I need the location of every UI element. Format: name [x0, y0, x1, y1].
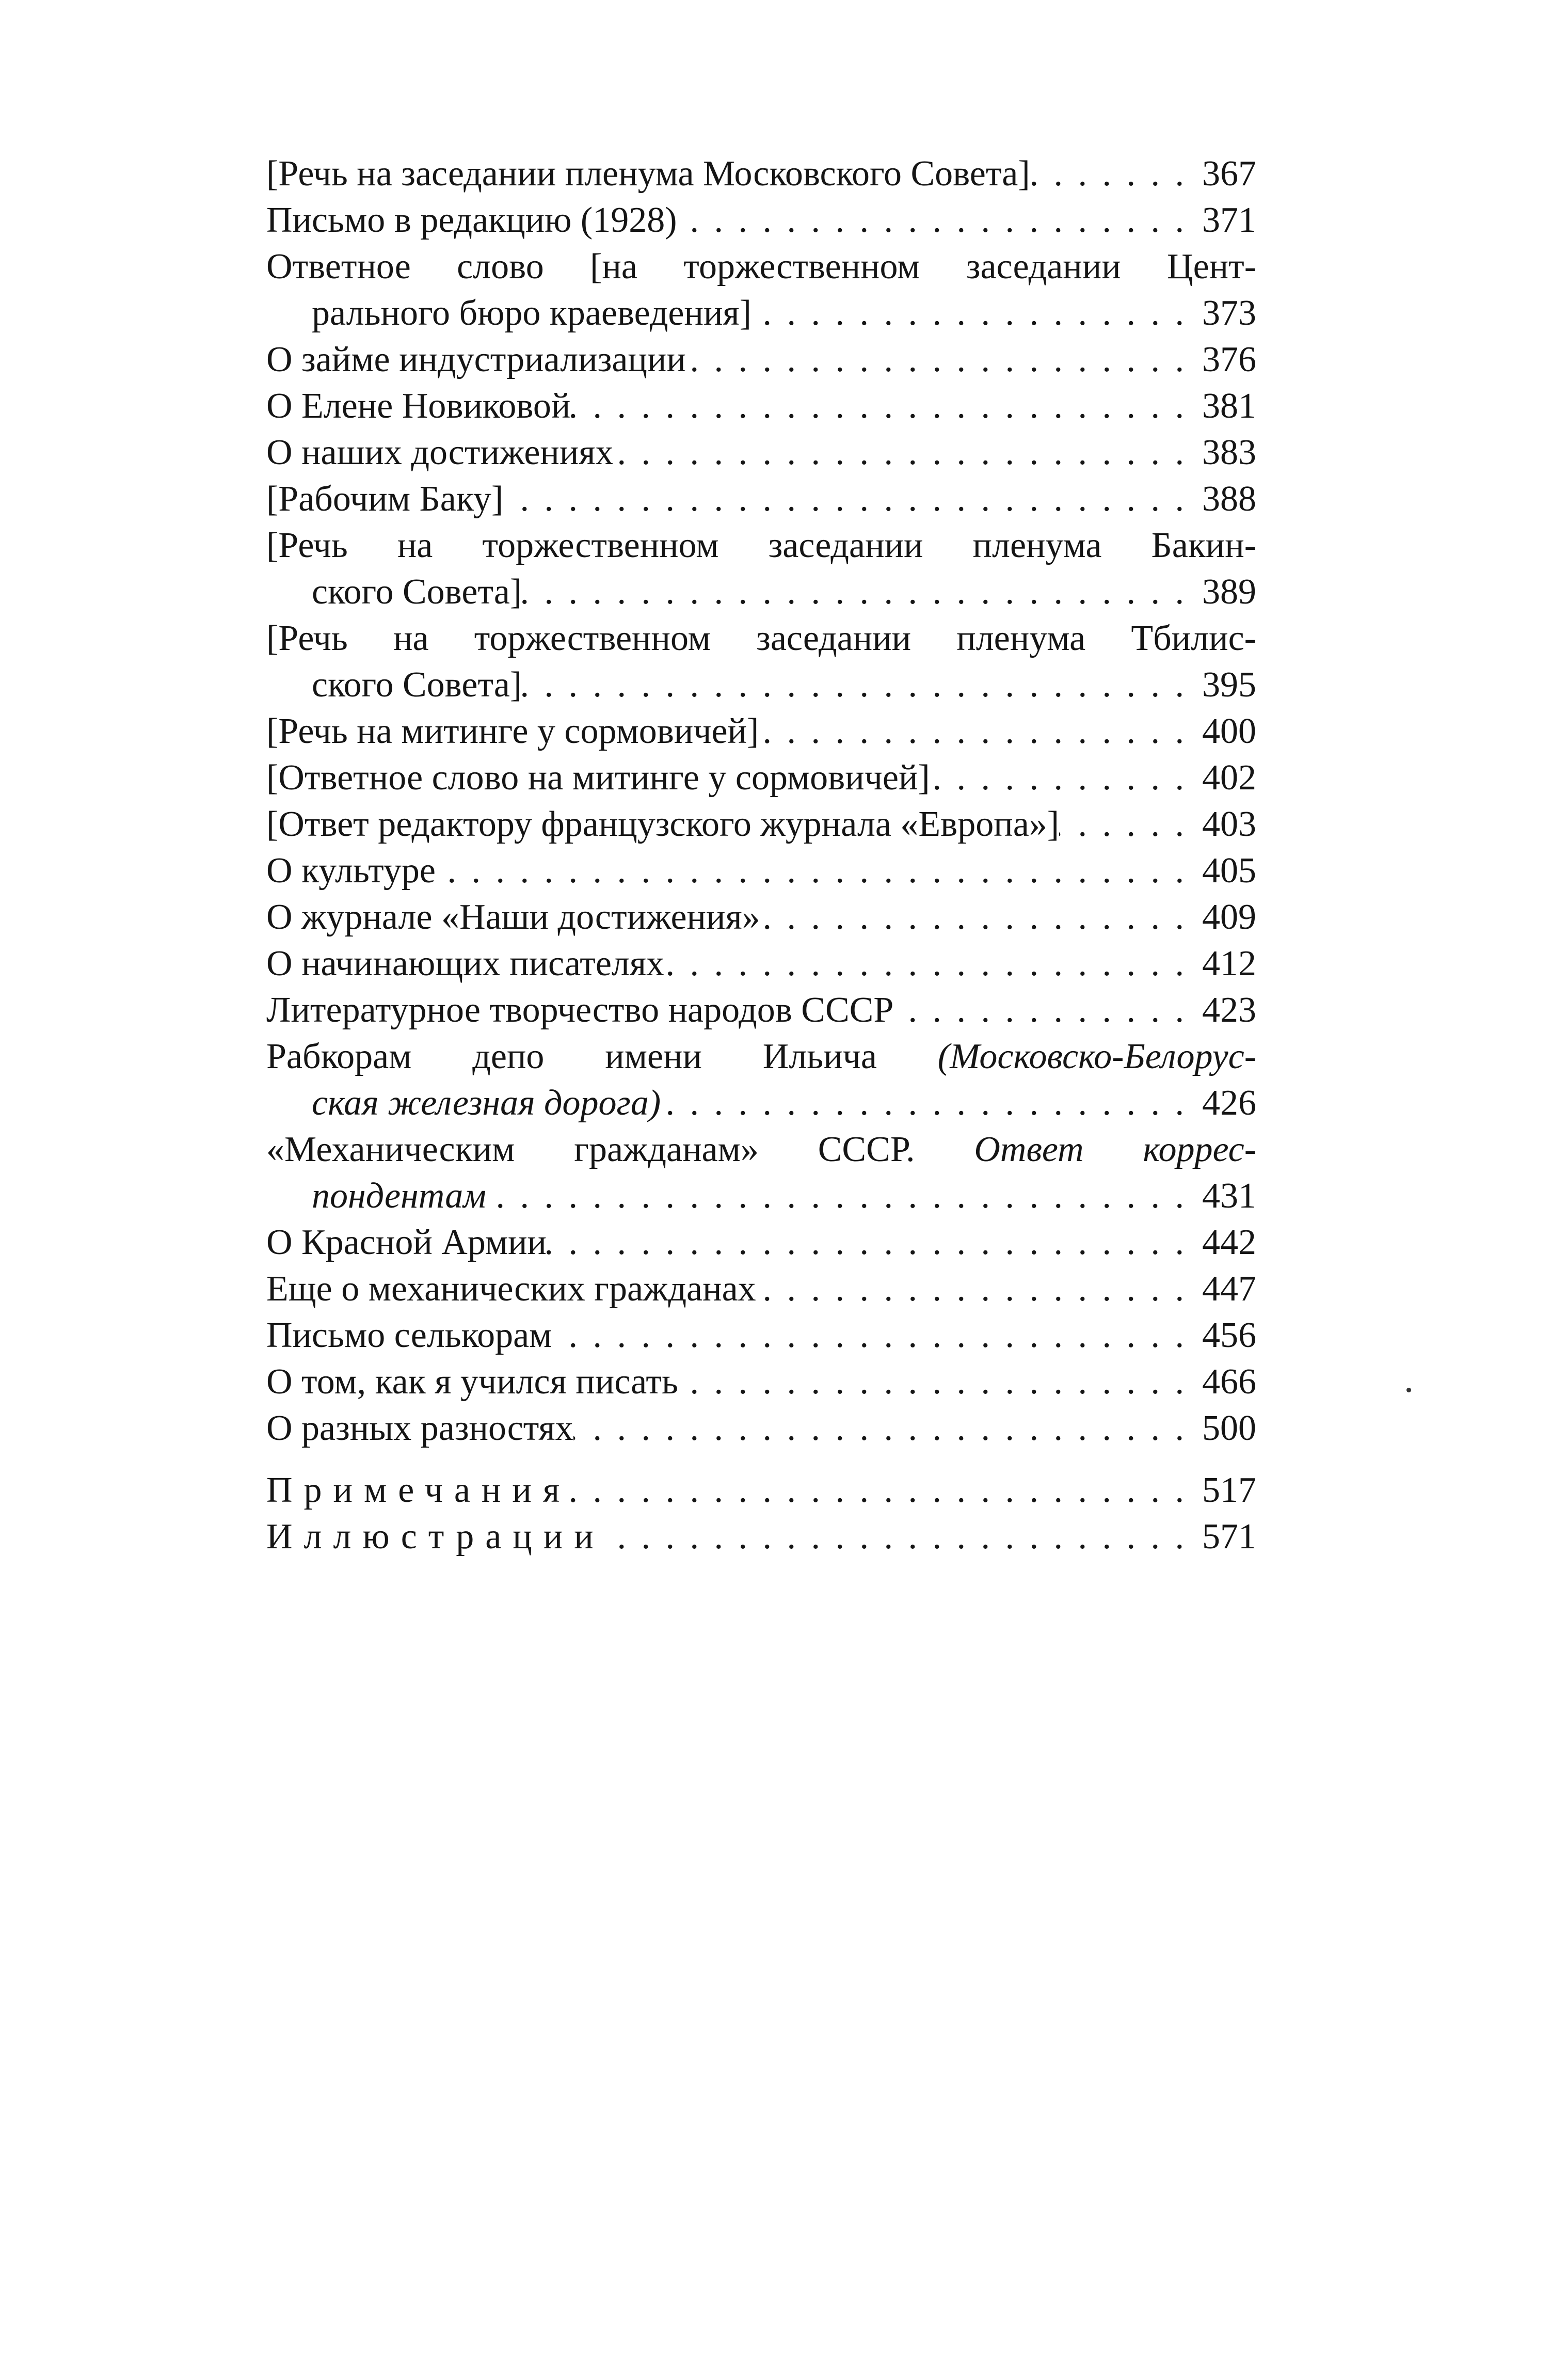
- toc-entry-title: [266, 1126, 1256, 1173]
- toc-entry-page: 431: [1202, 1176, 1256, 1216]
- toc-entry-title: О займе индустриализации: [266, 340, 686, 379]
- toc-entry-title-continued: ского Совета]: [312, 665, 522, 705]
- dot-leader: [686, 337, 1187, 383]
- toc-entry-page: 517: [1202, 1470, 1256, 1510]
- toc-entry-title: О журнале «Наши достижения»: [266, 897, 760, 937]
- toc-entry-page: 456: [1202, 1315, 1256, 1355]
- dot-leader: [1030, 151, 1187, 197]
- dot-leader: [605, 1514, 1187, 1560]
- toc-entry[interactable]: [266, 244, 1256, 337]
- toc-entry-title: Письмо в редакцию (1928): [266, 200, 677, 240]
- dot-leader: [573, 1405, 1187, 1452]
- toc-entry-title-roman: «Механическим гражданам» СССР.: [266, 1130, 915, 1169]
- toc-entry-title: О Красной Армии: [266, 1223, 547, 1262]
- toc-entry[interactable]: [266, 1219, 1256, 1266]
- toc-entry-title-continued: рального бюро краеведения]: [312, 293, 751, 333]
- toc-entry[interactable]: [266, 522, 1256, 615]
- toc-entry-page: 383: [1202, 433, 1256, 472]
- toc-entry-back-matter[interactable]: [266, 1467, 1256, 1514]
- dot-leader: [436, 848, 1187, 894]
- toc-entry[interactable]: [266, 987, 1256, 1034]
- toc-entry-title: Письмо селькорам: [266, 1315, 552, 1355]
- toc-entry-title: О наших достижениях: [266, 433, 614, 472]
- toc-entry-title-roman: Рабкорам депо имени Ильича: [266, 1037, 877, 1076]
- toc-entry-title: [266, 1034, 1256, 1080]
- toc-entry-title: О начинающих писателях: [266, 944, 665, 983]
- toc-entry-page: 373: [1202, 293, 1256, 333]
- dot-leader: [552, 1312, 1187, 1359]
- dot-leader: [1059, 801, 1187, 848]
- toc-entry[interactable]: [266, 1405, 1256, 1452]
- toc-entry-page: 405: [1202, 851, 1256, 891]
- toc-entry-title: Иллюстрации: [266, 1517, 605, 1557]
- toc-entry-page: 376: [1202, 340, 1256, 379]
- dot-leader: [930, 755, 1187, 801]
- toc-entry-title: [Речь на торжественном заседании пленума Бакин-: [266, 526, 1256, 565]
- dot-leader: [893, 987, 1187, 1034]
- toc-entry-title: О том, как я учился писать: [266, 1362, 678, 1402]
- toc-entry[interactable]: [266, 1126, 1256, 1219]
- dot-leader: [756, 1266, 1187, 1312]
- dot-leader: [614, 430, 1187, 476]
- toc-entry-page: 423: [1202, 990, 1256, 1030]
- toc-entry-page: 400: [1202, 711, 1256, 751]
- toc-entry-title-italic: (Московско-Белорус-: [937, 1037, 1256, 1076]
- dot-leader: [678, 1359, 1187, 1405]
- toc-entry-title-continued: ского Совета]: [312, 572, 522, 612]
- stray-ink-mark: [1406, 1388, 1411, 1392]
- toc-entry[interactable]: [266, 476, 1256, 522]
- dot-leader: [759, 708, 1187, 755]
- toc-entry-page: 571: [1202, 1517, 1256, 1557]
- toc-entry-page: 395: [1202, 665, 1256, 705]
- toc-entry-page: 367: [1202, 154, 1256, 194]
- toc-entry-title: О Елене Новиковой: [266, 386, 571, 426]
- toc-entry-title: [Речь на митинге у сормовичей]: [266, 711, 759, 751]
- toc-entry[interactable]: [266, 197, 1256, 244]
- toc-entry-page: 381: [1202, 386, 1256, 426]
- toc-entry[interactable]: [266, 848, 1256, 894]
- toc-entry-title: Еще о механических гражданах: [266, 1269, 756, 1309]
- toc-entry[interactable]: [266, 755, 1256, 801]
- toc-entry-title: Литературное творчество народов СССР: [266, 990, 894, 1030]
- toc-entry[interactable]: [266, 801, 1256, 848]
- toc-entry-title-continued: [312, 1080, 661, 1126]
- toc-entry-back-matter[interactable]: [266, 1514, 1256, 1560]
- toc-entry-page: 442: [1202, 1223, 1256, 1262]
- toc-entry-page: 412: [1202, 944, 1256, 983]
- dot-leader: [677, 197, 1187, 244]
- toc-entry-page: 402: [1202, 758, 1256, 798]
- toc-entry-title-italic-continued: пондентам: [312, 1176, 486, 1216]
- toc-entry[interactable]: [266, 708, 1256, 755]
- toc-entry[interactable]: [266, 615, 1256, 708]
- toc-entry[interactable]: [266, 894, 1256, 941]
- toc-entry-title: О культуре: [266, 851, 436, 891]
- dot-leader: [522, 662, 1187, 708]
- toc-entry-page: 447: [1202, 1269, 1256, 1309]
- dot-leader: [547, 1219, 1187, 1266]
- dot-leader: [522, 569, 1187, 615]
- dot-leader: [503, 476, 1187, 522]
- toc-entry-title: [Речь на торжественном заседании пленума Тбилис-: [266, 618, 1256, 658]
- toc-entry-title: [Ответное слово на митинге у сормовичей]: [266, 758, 930, 798]
- toc-entry[interactable]: [266, 383, 1256, 430]
- dot-leader: [571, 1467, 1187, 1514]
- dot-leader: [661, 1080, 1187, 1126]
- toc-entry-title-italic: Ответ коррес-: [974, 1130, 1257, 1169]
- dot-leader: [570, 383, 1187, 430]
- dot-leader: [760, 894, 1187, 941]
- toc-entry-title: Ответное слово [на торжественном заседании Цент-: [266, 247, 1256, 287]
- toc-entry-title: [Речь на заседании пленума Московского Совета]: [266, 154, 1030, 194]
- toc-entry[interactable]: [266, 1034, 1256, 1126]
- toc-entry-page: 426: [1202, 1083, 1256, 1123]
- toc-entry[interactable]: [266, 1312, 1256, 1359]
- toc-entry-page: 500: [1202, 1408, 1256, 1448]
- toc-entry-title-continued: [312, 1173, 486, 1219]
- toc-entry-page: 403: [1202, 804, 1256, 844]
- toc-entry-page: 389: [1202, 572, 1256, 612]
- table-of-contents: [266, 151, 1256, 1560]
- toc-entry-title: [Ответ редактору французского журнала «Европа»]: [266, 804, 1060, 844]
- toc-entry[interactable]: [266, 430, 1256, 476]
- toc-entry[interactable]: [266, 1266, 1256, 1312]
- toc-entry-page: 388: [1202, 479, 1256, 519]
- toc-entry-title-italic-continued: ская железная дорога): [312, 1083, 661, 1123]
- toc-entry-page: 371: [1202, 200, 1256, 240]
- section-gap: [266, 1452, 1256, 1467]
- toc-entry-title: О разных разностях: [266, 1408, 573, 1448]
- dot-leader: [751, 290, 1187, 337]
- toc-entry[interactable]: [266, 1359, 1256, 1405]
- toc-entry-page: 466: [1202, 1362, 1256, 1402]
- toc-entry-title: Примечания: [266, 1470, 571, 1510]
- toc-entry[interactable]: [266, 941, 1256, 987]
- dot-leader: [664, 941, 1187, 987]
- toc-entry-page: 409: [1202, 897, 1256, 937]
- toc-entry[interactable]: [266, 337, 1256, 383]
- toc-entry[interactable]: [266, 151, 1256, 197]
- toc-entry-title: [Рабочим Баку]: [266, 479, 504, 519]
- dot-leader: [486, 1173, 1187, 1219]
